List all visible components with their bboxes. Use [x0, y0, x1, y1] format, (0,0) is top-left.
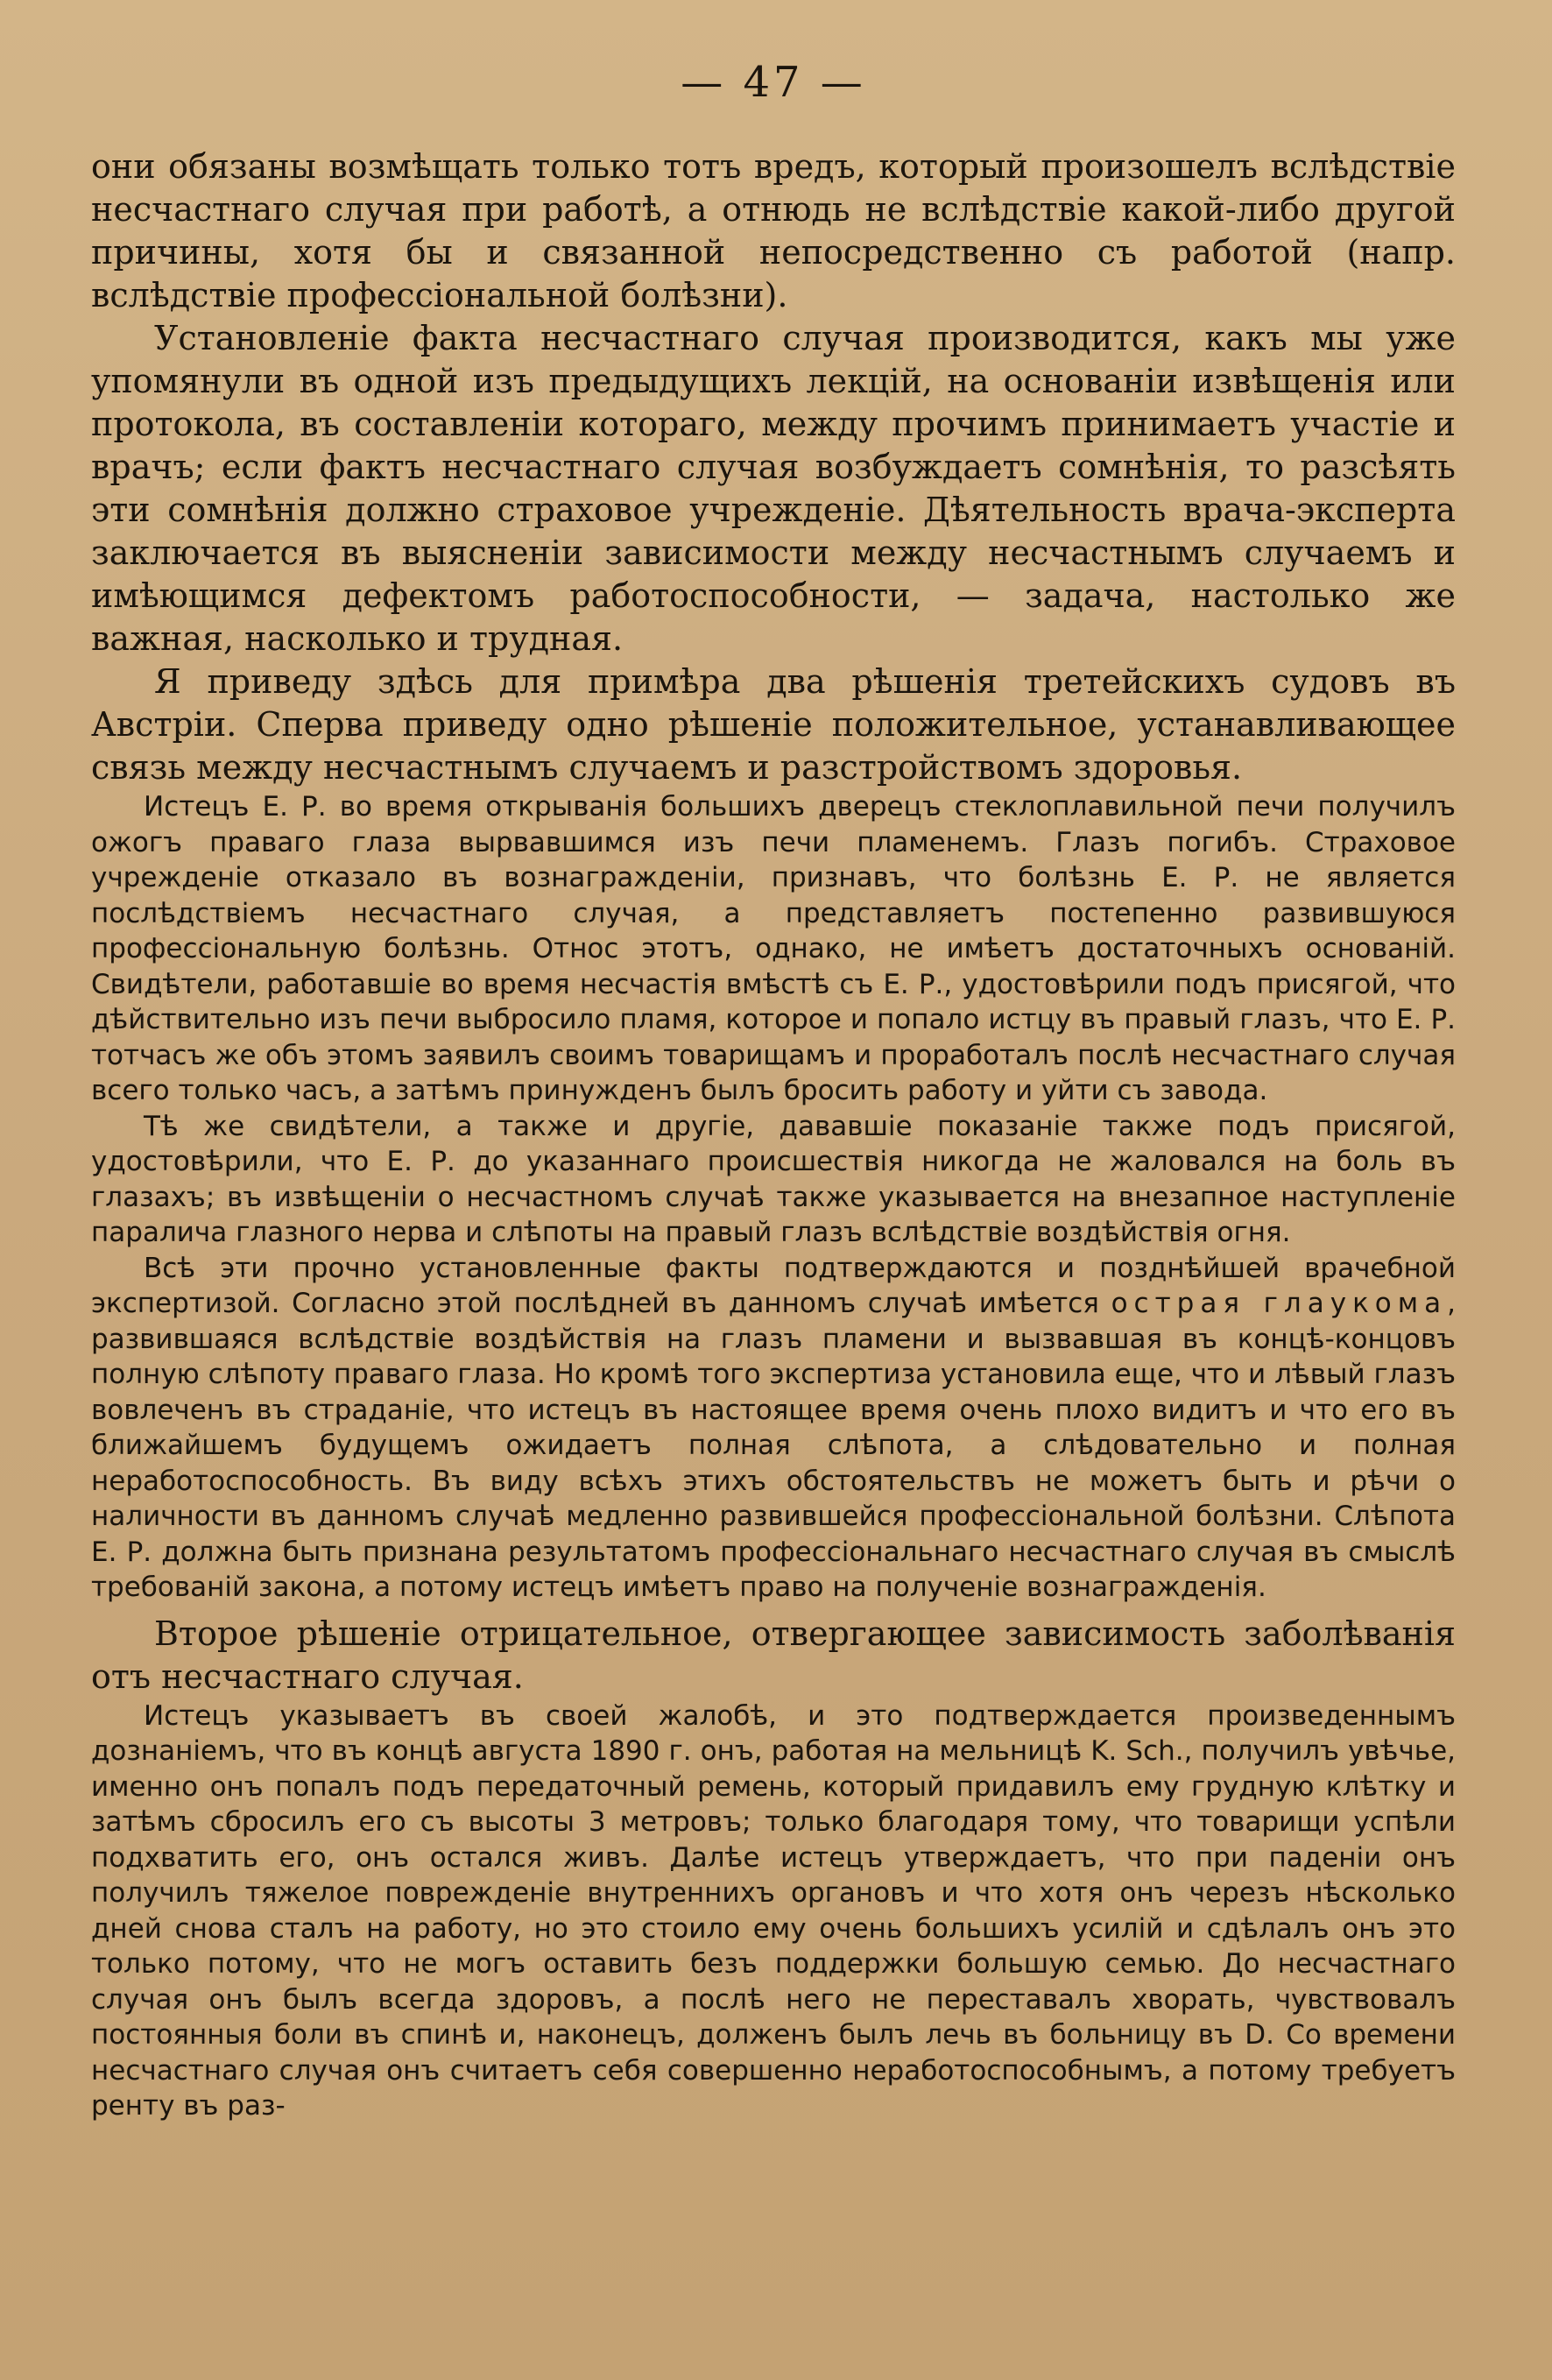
page-number: — 47 —	[681, 58, 866, 107]
case-one-paragraph-1: Истецъ Е. Р. во время открыванія большихъ дверецъ стеклоплавильной печи получилъ ожогъ праваго глаза вырвавшимся изъ печи пламенемъ. Глазъ погибъ. Страховое учрежденіе отказало въ вознагражденіи, признавъ, что болѣзнь Е. Р. не является послѣдствіемъ несчастнаго случая, а представляетъ постепенно развившуюся профессіональную болѣзнь. Относ этотъ, однако, не имѣетъ достаточныхъ основаній. Свидѣтели, работавшіе во время несчастія вмѣстѣ съ Е. Р., удостовѣрили подъ присягой, что дѣйствительно изъ печи выбросило пламя, которое и попало истцу въ правый глазъ, что Е. Р. тотчасъ же объ этомъ заявилъ своимъ товарищамъ и проработалъ послѣ несчастнаго случая всего только часъ, а затѣмъ принужденъ былъ бросить работу и уйти съ завода.	[91, 791, 1456, 1106]
paragraph-second-decision: Второе рѣшеніе отрицательное, отвергающее зависимость заболѣванія отъ несчастнаго случая.	[91, 1614, 1456, 1696]
case-one-text-b: развившаяся вслѣдствіе воздѣйствія на глазъ пламени и вызвавшая въ концѣ-концовъ полную слѣпоту праваго глаза. Но кромѣ того экспертиза установила еще, что и лѣвый глазъ вовлеченъ въ страданіе, что истецъ въ настоящее время очень плохо видитъ и что его въ ближайшемъ будущемъ ожидаетъ полная слѣпота, а слѣдовательно и полная неработоспособность. Въ виду всѣхъ этихъ обстоятельствъ не можетъ быть и рѣчи о наличности въ данномъ случаѣ медленно развившейся профессіональной болѣзни. Слѣпота Е. Р. должна быть признана результатомъ профессіональнаго несчастнаго случая въ смыслѣ требованій закона, а потому истецъ имѣетъ право на полученіе вознагражденія.	[91, 1323, 1456, 1603]
paragraph-continuation: они обязаны возмѣщать только тотъ вредъ, который произошелъ вслѣдствіе несчастнаго случая при работѣ, а отнюдь не вслѣдствіе какой-либо другой причины, хотя бы и связанной непосредственно съ работой (напр. вслѣдствіе профессіональной болѣзни).	[91, 147, 1456, 314]
paragraph-austrian-decisions: Я приведу здѣсь для примѣра два рѣшенія третейскихъ судовъ въ Австріи. Сперва приведу одно рѣшеніе положительное, устанавливающее связь между несчастнымъ случаемъ и разстройствомъ здоровья.	[91, 662, 1456, 787]
case-one-paragraph-2: Тѣ же свидѣтели, а также и другіе, дававшіе показаніе также подъ присягой, удостовѣрили, что Е. Р. до указаннаго происшествія никогда не жаловался на боль въ глазахъ; въ извѣщеніи о несчастномъ случаѣ также указывается на внезапное наступленіе паралича глазного нерва и слѣпоты на правый глазъ вслѣдствіе воздѣйствія огня.	[91, 1110, 1456, 1248]
case-one-paragraph-3: Всѣ эти прочно установленные факты подтверждаются и позднѣйшей врачебной экспертизой. Согласно этой послѣдней въ данномъ случаѣ имѣется острая глаукома, развившаяся вслѣдствіе воздѣйствія на глазъ пламени и вызвавшая въ концѣ-концовъ полную слѣпоту праваго глаза. Но кромѣ того экспертиза установила еще, что и лѣвый глазъ вовлеченъ въ страданіе, что истецъ въ настоящее время очень плохо видитъ и что его въ ближайшемъ будущемъ ожидаетъ полная слѣпота, а слѣдовательно и полная неработоспособность. Въ виду всѣхъ этихъ обстоятельствъ не можетъ быть и рѣчи о наличности въ данномъ случаѣ медленно развившейся профессіональной болѣзни. Слѣпота Е. Р. должна быть признана результатомъ профессіональнаго несчастнаго случая въ смыслѣ требованій закона, а потому истецъ имѣетъ право на полученіе вознагражденія.	[91, 1252, 1457, 1603]
case-one-text-a: Всѣ эти прочно установленные факты подтверждаются и позднѣйшей врачебной экспертизой. Согласно этой послѣдней въ данномъ случаѣ имѣется	[91, 1252, 1456, 1319]
diagnosis-term: острая глаукома	[1111, 1288, 1448, 1319]
case-two-paragraph: Истецъ указываетъ въ своей жалобѣ, и это подтверждается произведеннымъ дознаніемъ, что въ концѣ августа 1890 г. онъ, работая на мельницѣ K. Sch., получилъ увѣчье, именно онъ попалъ подъ передаточный ремень, который придавилъ ему грудную клѣтку и затѣмъ сбросилъ его съ высоты 3 метровъ; только благодаря тому, что товарищи успѣли подхватить его, онъ остался живъ. Далѣе истецъ утверждаетъ, что при паденіи онъ получилъ тяжелое поврежденіе внутреннихъ органовъ и что хотя онъ черезъ нѣсколько дней снова сталъ на работу, но это стоило ему очень большихъ усилій и сдѣлалъ онъ это только потому, что не могъ оставить безъ поддержки большую семью. До несчастнаго случая онъ былъ всегда здоровъ, а послѣ него не переставалъ хворать, чувствовалъ постоянныя боли въ спинѣ и, наконецъ, долженъ былъ лечь въ больницу въ D. Со времени несчастнаго случая онъ считаетъ себя совершенно неработоспособнымъ, а потому требуетъ ренту въ раз-	[91, 1699, 1456, 2122]
paragraph-accident-establishment: Установленіе факта несчастнаго случая производится, какъ мы уже упомянули въ одной изъ предыдущихъ лекцій, на основаніи извѣщенія или протокола, въ составленіи котораго, между прочимъ принимаетъ участіе и врачъ; если фактъ несчастнаго случая возбуждаетъ сомнѣнія, то разсѣять эти сомнѣнія должно страховое учрежденіе. Дѣятельность врача-эксперта заключается въ выясненіи зависимости между несчастнымъ случаемъ и имѣющимся дефектомъ работоспособности, — задача, настолько же важная, насколько и трудная.	[91, 319, 1456, 658]
